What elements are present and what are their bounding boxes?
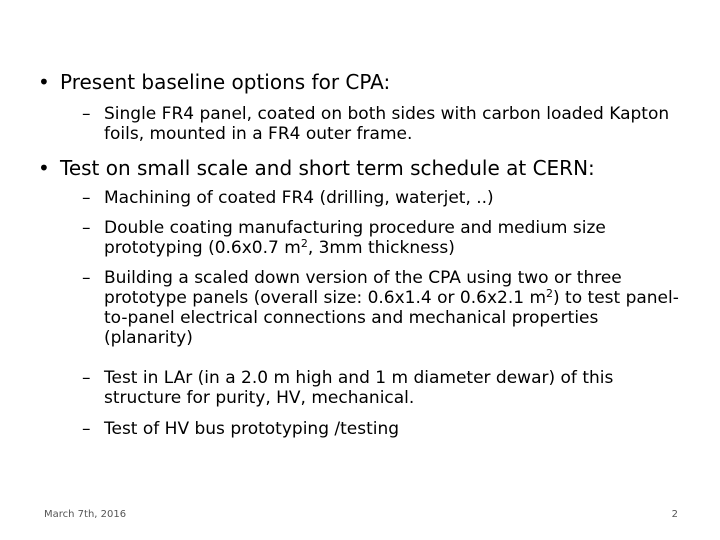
- dash-icon: –: [82, 268, 91, 288]
- sub-bullet-2-4: [82, 368, 690, 408]
- dash-icon: –: [82, 218, 91, 238]
- page-number: 2: [671, 509, 678, 520]
- bullet-1-text: Present baseline options for CPA:: [60, 70, 391, 94]
- sub-bullet-2-4-text: Test in LAr (in a 2.0 m high and 1 m diameter dewar) of this structure for purity, HV, mechanical.: [104, 368, 614, 408]
- sub-bullet-2-5-text: Test of HV bus prototyping /testing: [104, 419, 400, 439]
- sub-bullet-2-2-text-post: , 3mm thickness): [307, 238, 455, 258]
- sub-bullet-2-3-text-pre: Building a scaled down version of the CPA using two or three prototype panels (overall size: 0.6x1.4 or 0.6x2.1 m: [104, 268, 622, 308]
- sub-bullet-1-1-text: Single FR4 panel, coated on both sides with carbon loaded Kapton foils, mounted in a FR4 outer frame.: [104, 104, 670, 144]
- sub-bullet-2-3-text-post: ) to test panel-to-panel electrical connections and mechanical properties (planarity): [104, 288, 679, 348]
- superscript: 2: [300, 237, 308, 250]
- dash-icon: –: [82, 188, 91, 208]
- bullet-icon: •: [38, 156, 50, 180]
- sub-bullet-2-1-text: Machining of coated FR4 (drilling, waterjet, ..): [104, 188, 494, 208]
- dash-icon: –: [82, 368, 91, 388]
- bullet-icon: •: [38, 70, 50, 94]
- superscript: 2: [546, 287, 554, 300]
- sub-bullet-2-1: [82, 188, 690, 208]
- sub-bullet-1-1: [82, 104, 690, 144]
- sub-bullet-2-2: [82, 218, 690, 258]
- dash-icon: –: [82, 104, 91, 124]
- bullet-1: [38, 69, 690, 95]
- bullet-2-text: Test on small scale and short term schedule at CERN:: [60, 156, 595, 180]
- dash-icon: –: [82, 419, 91, 439]
- footer-date: March 7th, 2016: [44, 509, 127, 520]
- sub-bullet-2-2-text-pre: Double coating manufacturing procedure and medium size prototyping (0.6x0.7 m: [104, 218, 606, 258]
- bullet-2: [38, 155, 690, 181]
- sub-bullet-2-5: [82, 419, 690, 439]
- sub-bullet-2-3: [82, 268, 690, 348]
